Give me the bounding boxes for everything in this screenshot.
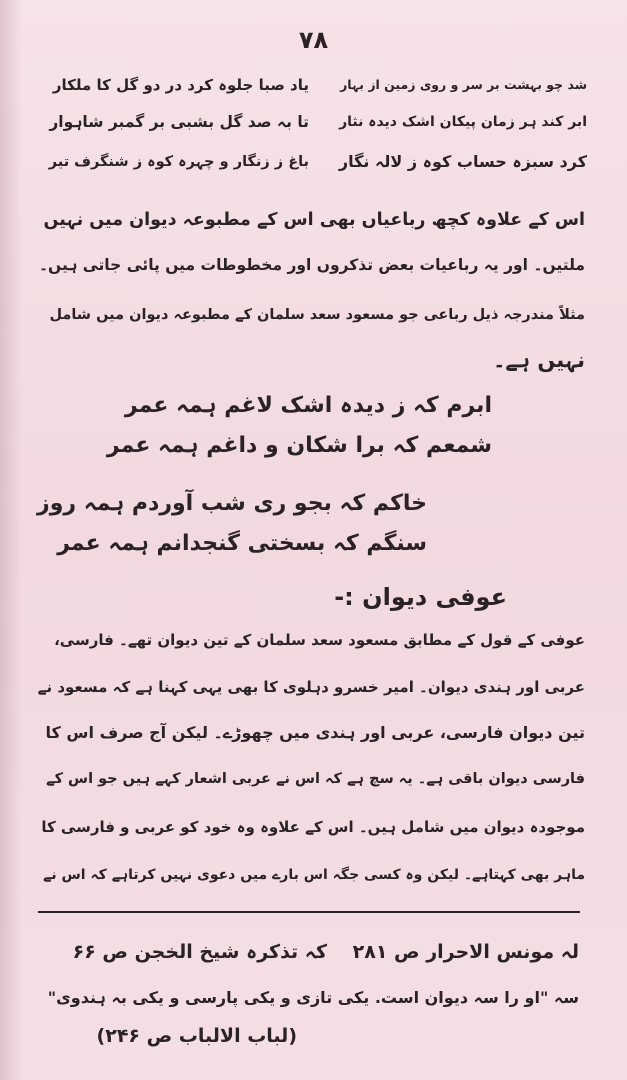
paragraph-2-line-2: عربی اور ہندی دیوان۔ امیر خسرو دہلوی کا بھی یہی کہنا ہے کہ مسعود نے — [37, 678, 585, 696]
rubai-line-4: سنگم کہ بسختی گنجدانم ہمہ عمر — [57, 531, 427, 556]
rubai-line-1: ابرم کہ ز دیدہ اشک لاغم ہمہ عمر — [124, 393, 492, 418]
rubai-line-3: خاکم کہ بجو ری شب آوردم ہمہ روز — [37, 491, 427, 516]
footnote-divider — [38, 911, 580, 913]
paragraph-2-line-5: موجودہ دیوان میں شامل ہیں۔ اس کے علاوہ وہ خود کو عربی و فارسی کا — [41, 818, 585, 836]
paragraph-2-line-3: تین دیوان فارسی، عربی اور ہندی میں چھوڑے۔ لیکن آج صرف اس کا — [45, 723, 585, 742]
paragraph-2-line-1: عوفی کے قول کے مطابق مسعود سعد سلمان کے تین دیوان تھے۔ فارسی، — [54, 631, 585, 649]
paragraph-1-line-4: نہیں ہے۔ — [493, 348, 585, 372]
paragraph-2-line-4: فارسی دیوان باقی ہے۔ یہ سچ ہے کہ اس نے عربی اشعار کہے ہیں جو اس کے — [46, 771, 585, 787]
footnote-1: لہ مونس الاحرار ص ۲۸۱ — [352, 941, 579, 963]
couplet-3-right: کرد سبزہ حساب کوہ ز لالہ نگار — [338, 152, 587, 171]
section-heading: عوفی دیوان :- — [334, 583, 507, 611]
paragraph-2-line-6: ماہر بھی کہتاہے۔ لیکن وہ کسی جگہ اس بارے میں دعوی نہیں کرتاہے کہ اس نے — [43, 867, 585, 883]
footnote-3-source: (لباب الالباب ص ۲۴۶) — [96, 1025, 297, 1047]
footnote-2: کہ تذکرہ شیخ الخجن ص ۶۶ — [72, 941, 327, 963]
couplet-3-left: باغ ز زنگار و چہرہ کوہ ز شنگرف تیر — [48, 154, 309, 170]
couplet-1-left: یاد صبا جلوہ کرد در دو گل کا ملکار — [52, 76, 309, 94]
paragraph-1-line-3: مثلاً مندرجہ ذیل رباعی جو مسعود سعد سلمان کے مطبوعہ دیوان میں شامل — [49, 307, 585, 323]
couplet-1-right: شد چو بہشت بر سر و روی زمین از بہار — [340, 77, 587, 92]
footnote-3: سہ "او را سہ دیوان است. یکی تازی و یکی پارسی و یکی بہ ہندوی" — [47, 988, 579, 1007]
page-number: ٧٨ — [298, 26, 329, 54]
paragraph-1-line-2: ملتیں۔ اور یہ رباعیات بعض تذکروں اور مخطوطات میں پائی جاتی ہیں۔ — [38, 256, 585, 274]
couplet-2-right: ابر کند ہر زمان پیکان اشک دیدہ نثار — [339, 114, 587, 130]
rubai-line-2: شمعم کہ برا شکان و داغم ہمہ عمر — [106, 433, 492, 458]
couplet-2-left: تا بہ صد گل بشبی بر گمبر شاہوار — [49, 113, 309, 131]
paragraph-1-line-1: اس کے علاوہ کچھ رباعیاں بھی اس کے مطبوعہ دیوان میں نہیں — [43, 210, 585, 230]
